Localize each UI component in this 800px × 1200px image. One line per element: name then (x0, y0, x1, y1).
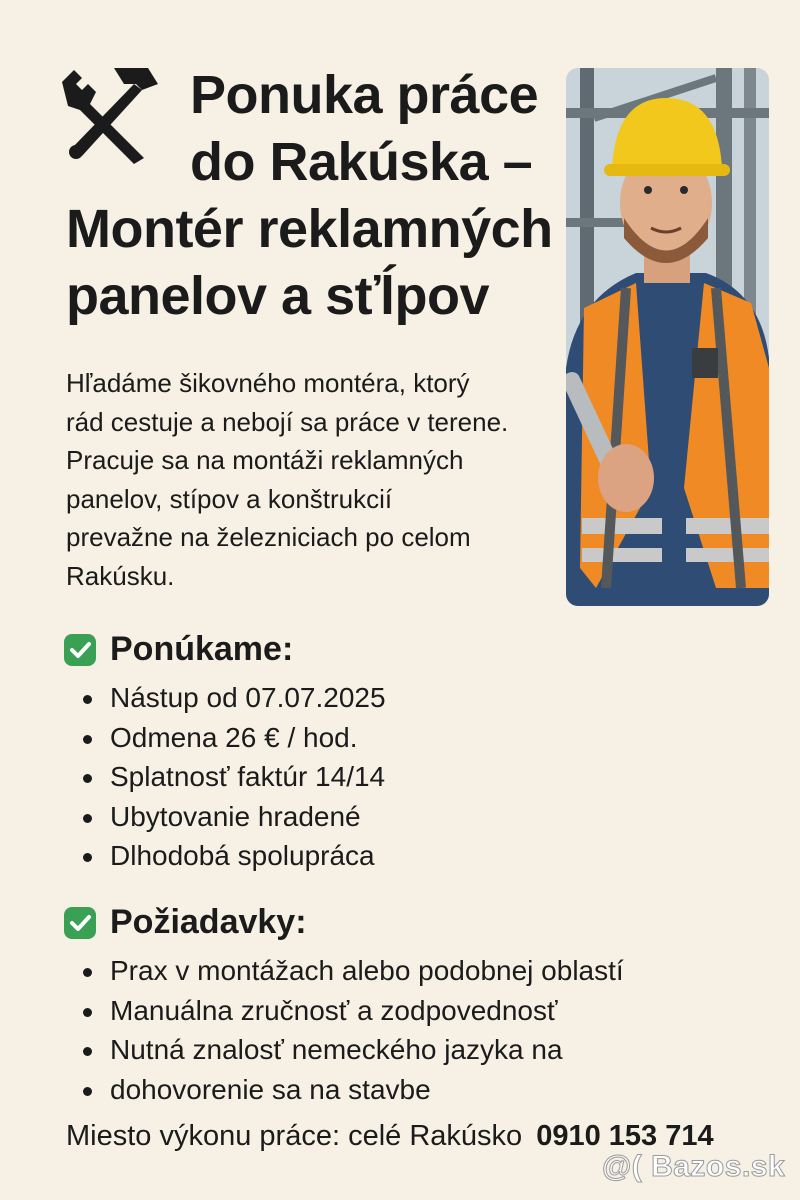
title-line: Montér reklamných (66, 199, 553, 259)
title-line: do Rakúska – (190, 132, 533, 192)
work-location: Miesto výkonu práce: celé Rakúsko (66, 1120, 523, 1152)
intro-line: Rakúsku. (66, 560, 175, 591)
footer (66, 1120, 714, 1153)
intro-line: Pracuje sa na montáži reklamných (66, 445, 464, 475)
list-item: Splatnosť faktúr 14/14 (80, 757, 386, 797)
list-item: dohovorenie sa na stavbe (80, 1070, 624, 1110)
phone-number: 0910 153 714 (536, 1120, 714, 1152)
list-item: Nutná znalosť nemeckého jazyka na (80, 1030, 624, 1070)
offer-heading-label: Ponúkame: (110, 630, 294, 668)
offer-list (80, 678, 386, 876)
list-item: Dlhodobá spolupráca (80, 836, 386, 876)
intro-text (66, 364, 566, 595)
intro-line: prevažne na železniciach po celom (66, 522, 471, 552)
requirements-heading (64, 903, 307, 942)
list-item: Manuálna zručnosť a zodpovednosť (80, 991, 624, 1031)
list-item: Ubytovanie hradené (80, 797, 386, 837)
intro-line: panelov, stípov a konštrukcií (66, 483, 393, 514)
check-mark-icon (64, 907, 96, 939)
requirements-heading-label: Požiadavky: (110, 903, 307, 941)
intro-line: rád cestuje a nebojí sa práce v terene. (66, 406, 509, 437)
list-item: Nástup od 07.07.2025 (80, 678, 386, 718)
intro-line: Hľadáme šikovného montéra, ktorý (66, 368, 470, 398)
list-item: Prax v montážach alebo podobnej oblastí (80, 951, 624, 991)
title-line: Ponuka práce (190, 65, 539, 125)
worker-photo (566, 68, 769, 606)
requirements-list (80, 951, 624, 1109)
offer-heading (64, 630, 293, 669)
check-mark-icon (64, 634, 96, 666)
bazos-watermark: @( Bazos.sk (602, 1150, 786, 1183)
title-line: panelov a sťĺpov (66, 266, 489, 326)
list-item: Odmena 26 € / hod. (80, 718, 386, 758)
page-title (66, 62, 586, 330)
